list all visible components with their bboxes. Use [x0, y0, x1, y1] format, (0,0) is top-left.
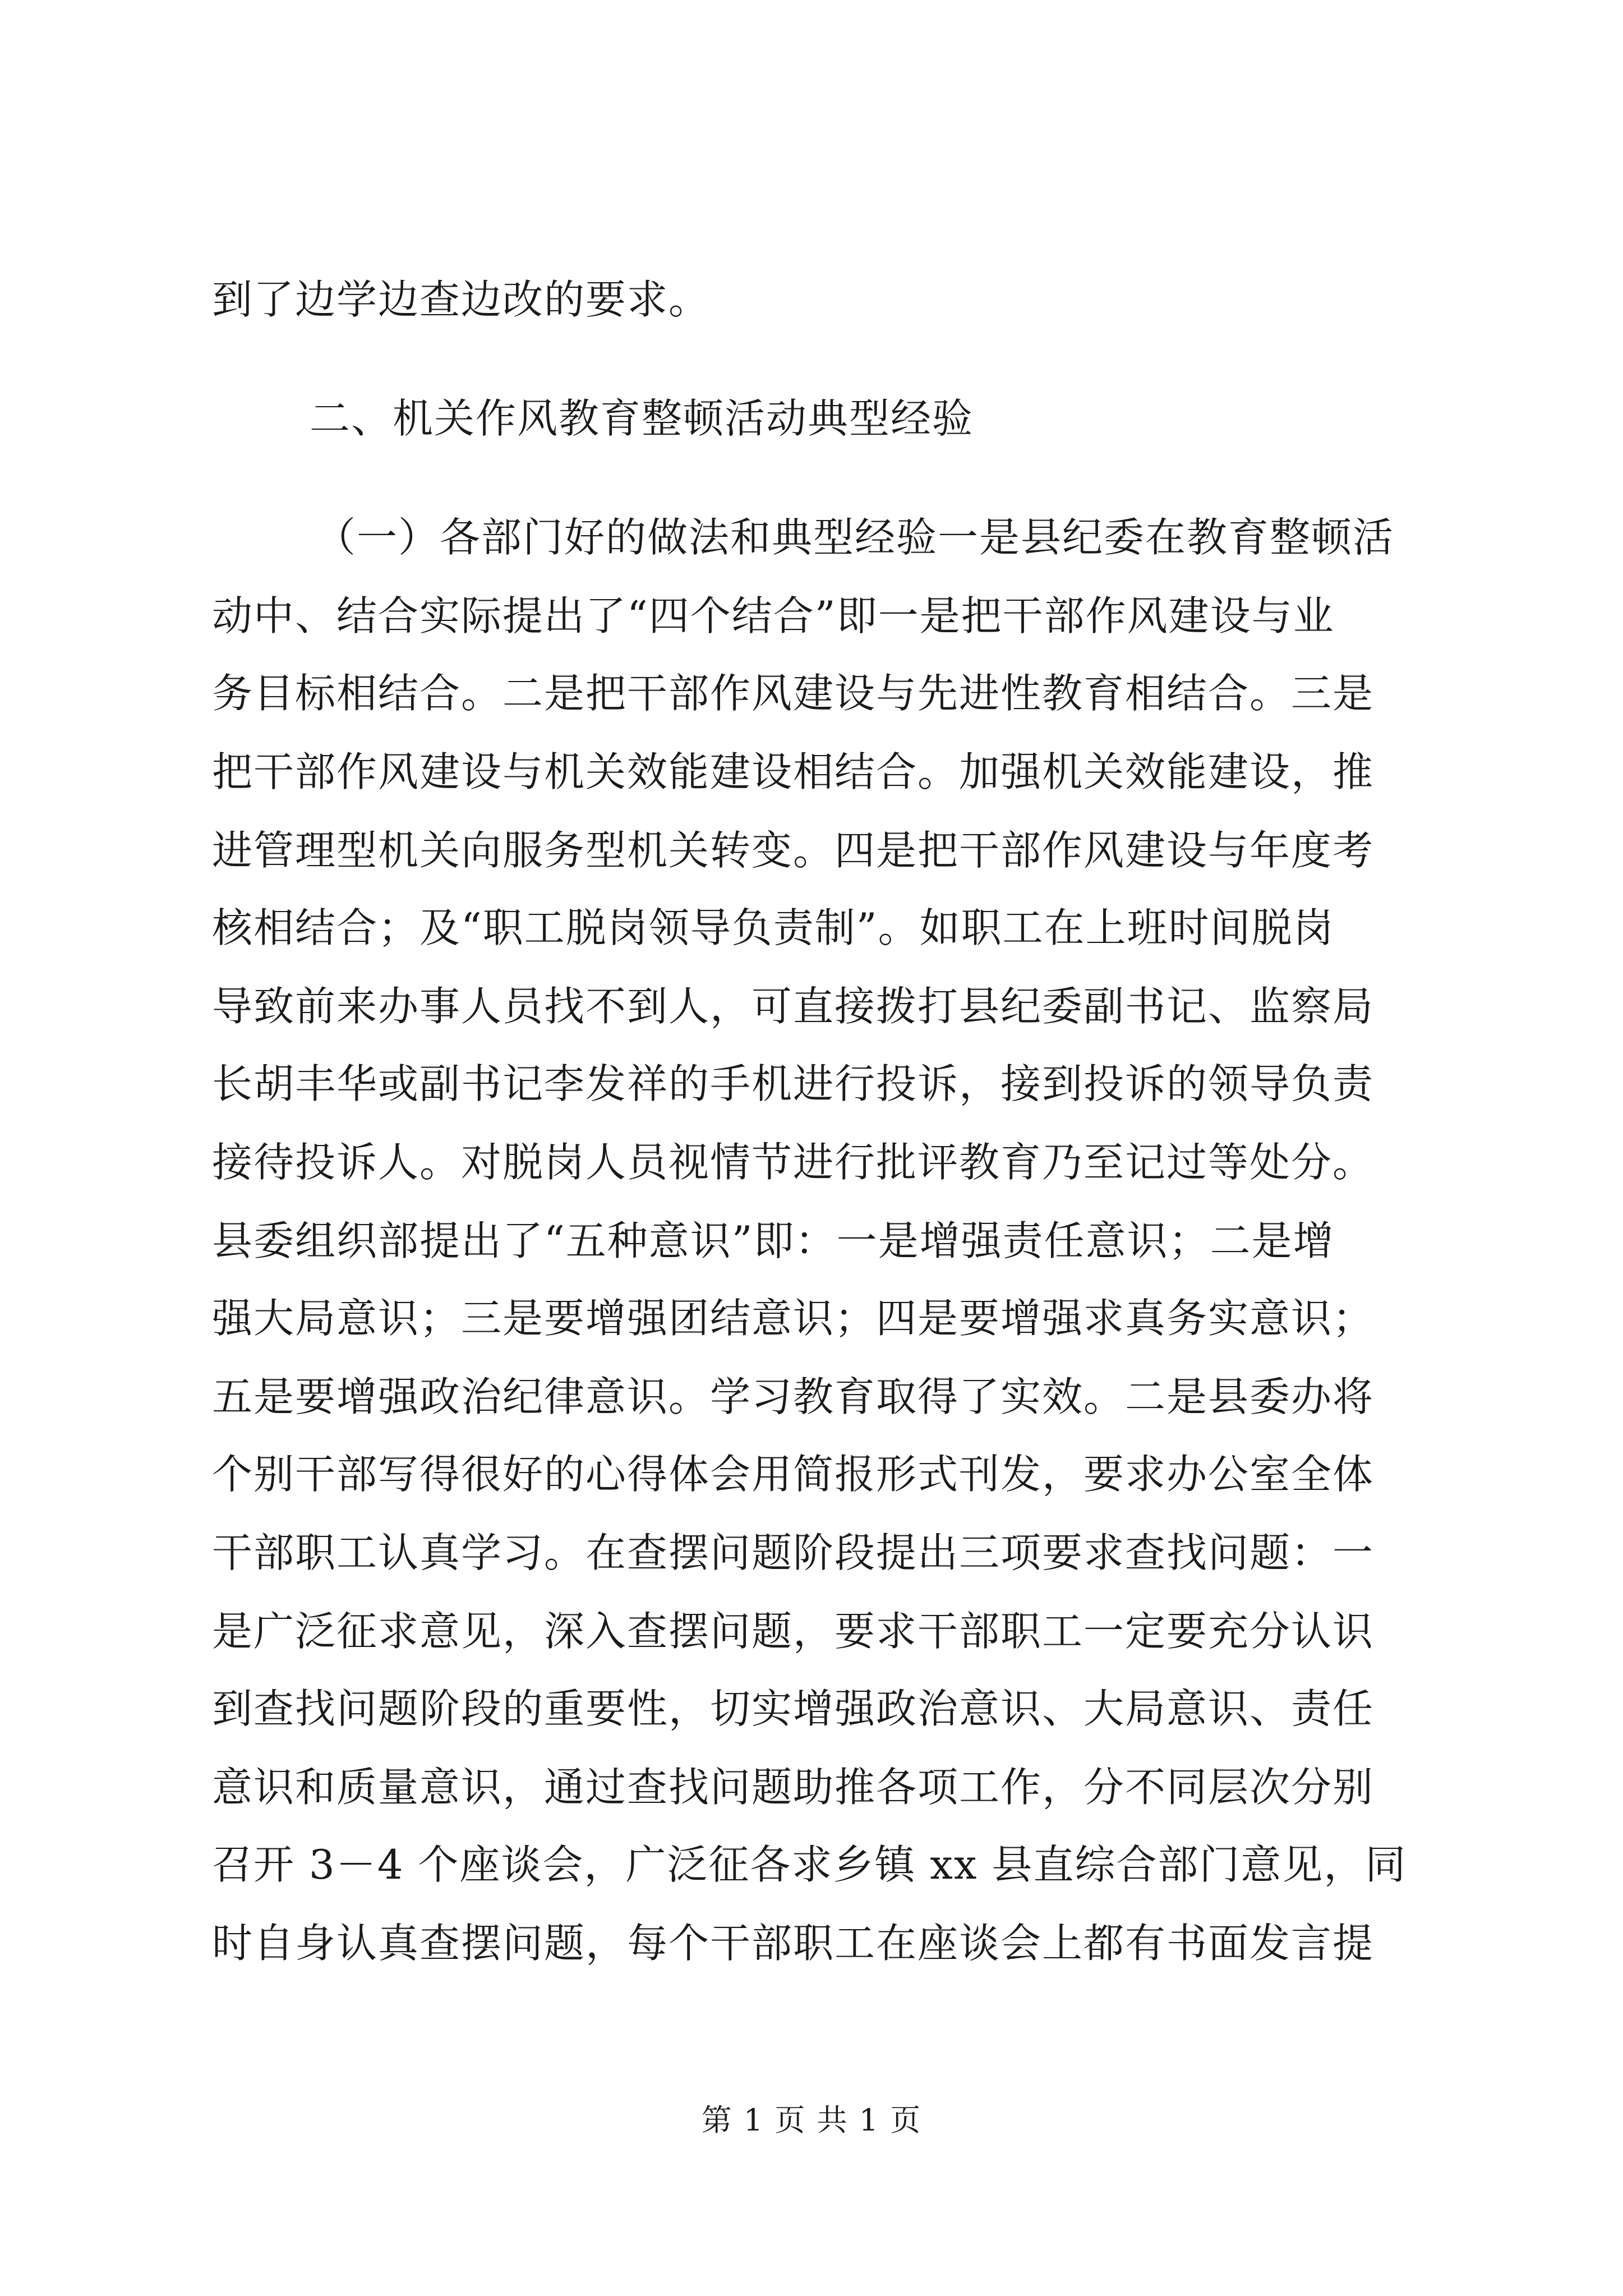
section-heading: 二、机关作风教育整顿活动典型经验	[310, 395, 974, 442]
text-line: 县委组织部提出了“五种意识”即：一是增强责任意识；二是增	[212, 1217, 1335, 1264]
text-line: 意识和质量意识，通过查找问题助推各项工作，分不同层次分别	[212, 1764, 1375, 1811]
text-line: 长胡丰华或副书记李发祥的手机进行投诉，接到投诉的领导负责	[212, 1060, 1375, 1107]
text-line: 进管理型机关向服务型机关转变。四是把干部作风建设与年度考	[212, 827, 1375, 874]
text-line: 接待投诉人。对脱岗人员视情节进行批评教育乃至记过等处分。	[212, 1139, 1375, 1186]
text-line: 五是要增强政治纪律意识。学习教育取得了实效。二是县委办将	[212, 1373, 1375, 1420]
text-line: 导致前来办事人员找不到人，可直接拨打县纪委副书记、监察局	[212, 983, 1375, 1030]
text-line: 是广泛征求意见，深入查摆问题，要求干部职工一定要充分认识	[212, 1608, 1375, 1655]
text-line: 强大局意识；三是要增强团结意识；四是要增强求真务实意识；	[212, 1295, 1375, 1342]
text-line: 务目标相结合。二是把干部作风建设与先进性教育相结合。三是	[212, 670, 1375, 717]
page-footer: 第 1 页 共 1 页	[701, 2102, 922, 2138]
text-line: 核相结合；及“职工脱岗领导负责制”。如职工在上班时间脱岗	[212, 904, 1335, 951]
text-line: 召开 3－4 个座谈会，广泛征各求乡镇 xx 县直综合部门意见，同	[212, 1841, 1407, 1888]
text-line: 时自身认真查摆问题，每个干部职工在座谈会上都有书面发言提	[212, 1920, 1375, 1967]
text-line: 干部职工认真学习。在查摆问题阶段提出三项要求查找问题：一	[212, 1529, 1375, 1576]
subsection-heading-line: （一）各部门好的做法和典型经验一是县纪委在教育整顿活	[315, 514, 1395, 561]
text-line: 动中、结合实际提出了“四个结合”即一是把干部作风建设与业	[212, 592, 1335, 639]
text-line: 到查找问题阶段的重要性，切实增强政治意识、大局意识、责任	[212, 1685, 1375, 1732]
text-line: 到了边学边查边改的要求。	[212, 276, 711, 323]
text-line: 把干部作风建设与机关效能建设相结合。加强机关效能建设，推	[212, 748, 1375, 795]
text-line: 个别干部写得很好的心得体会用简报形式刊发，要求办公室全体	[212, 1451, 1375, 1498]
